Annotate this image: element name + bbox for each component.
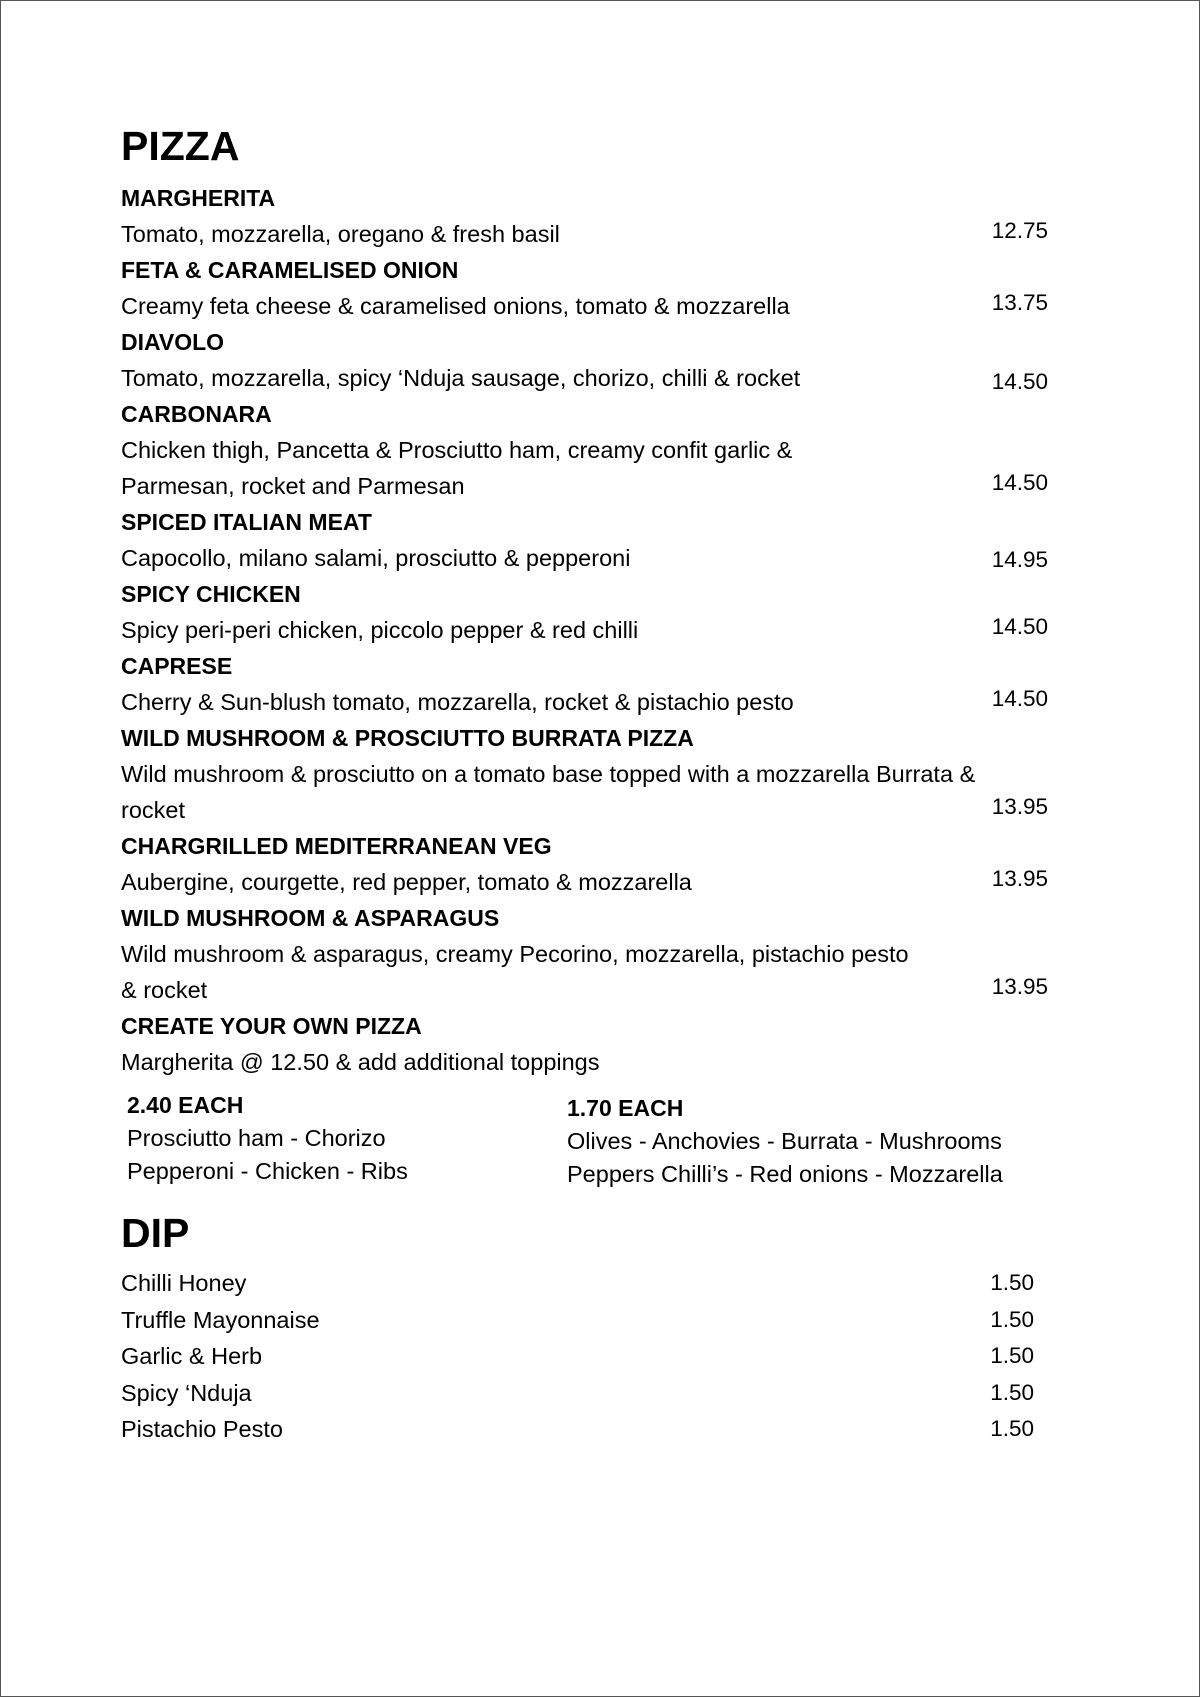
menu-item-carbonara [121, 396, 1121, 504]
item-price: 14.50 [991, 470, 1048, 495]
item-price: 14.50 [991, 369, 1048, 394]
item-desc-row [121, 864, 1121, 900]
menu-item-create-your-own [121, 1008, 1121, 1080]
menu-item-caprese [121, 648, 1121, 720]
item-name: DIAVOLO [121, 329, 225, 355]
dip-section-title: DIP [121, 1210, 190, 1256]
dip-item [121, 1265, 1121, 1302]
menu-item-chargrilled-mediterranean-veg [121, 828, 1121, 900]
toppings-group-240 [121, 1088, 567, 1191]
item-price: 12.75 [991, 218, 1048, 243]
item-name: MARGHERITA [121, 185, 276, 211]
dip-item [121, 1375, 1121, 1412]
item-desc-row [121, 288, 1121, 324]
menu-item-spicy-chicken [121, 576, 1121, 648]
item-name: SPICED ITALIAN MEAT [121, 509, 372, 535]
item-desc-row [121, 936, 1121, 1008]
dip-name: Chilli Honey [121, 1270, 247, 1296]
item-price: 14.95 [991, 547, 1048, 572]
item-description: Chicken thigh, Pancetta & Prosciutto ham, creamy confit garlic & Parmesan, rocket and Parmesan [121, 437, 793, 499]
item-desc-row [121, 432, 1121, 504]
item-desc-row [121, 216, 1121, 252]
menu-item-feta-caramelised-onion [121, 252, 1121, 324]
pizza-list [121, 180, 1121, 1080]
item-price: 14.50 [991, 614, 1048, 639]
item-name: FETA & CARAMELISED ONION [121, 257, 459, 283]
item-desc-row [121, 1044, 1121, 1080]
menu-content [121, 118, 1121, 1448]
menu-item-margherita [121, 180, 1121, 252]
dip-price: 1.50 [990, 1379, 1034, 1405]
item-price: 13.95 [991, 866, 1048, 891]
toppings-section [121, 1088, 1121, 1191]
item-description: Cherry & Sun-blush tomato, mozzarella, rocket & pistachio pesto [121, 689, 794, 715]
pizza-section-title: PIZZA [121, 123, 240, 169]
item-name: WILD MUSHROOM & ASPARAGUS [121, 905, 500, 931]
item-price: 13.95 [991, 974, 1048, 999]
item-name: CARBONARA [121, 401, 272, 427]
item-description: Tomato, mozzarella, spicy ‘Nduja sausage, chorizo, chilli & rocket [121, 365, 801, 391]
dip-name: Truffle Mayonnaise [121, 1306, 320, 1333]
item-desc-row [121, 756, 1121, 828]
item-name: CREATE YOUR OWN PIZZA [121, 1013, 422, 1039]
toppings-line: Peppers Chilli’s - Red onions - Mozzarella [567, 1161, 1003, 1187]
menu-item-spiced-italian-meat [121, 504, 1121, 576]
item-description: Wild mushroom & asparagus, creamy Pecorino, mozzarella, pistachio pesto & rocket [121, 941, 909, 1003]
item-desc-row [121, 612, 1121, 648]
toppings-group-price: 1.70 EACH [567, 1095, 684, 1121]
item-price: 13.75 [991, 290, 1048, 315]
toppings-line: Olives - Anchovies - Burrata - Mushrooms [567, 1128, 1002, 1154]
toppings-group-price: 2.40 EACH [127, 1092, 244, 1118]
dip-price: 1.50 [990, 1306, 1034, 1332]
dip-item [121, 1338, 1121, 1375]
dip-name: Garlic & Herb [121, 1343, 263, 1369]
item-desc-row [121, 684, 1121, 720]
item-desc-row [121, 360, 1121, 396]
item-description: Margherita @ 12.50 & add additional toppings [121, 1049, 600, 1075]
item-description: Creamy feta cheese & caramelised onions, tomato & mozzarella [121, 293, 790, 319]
menu-item-diavolo [121, 324, 1121, 396]
item-name: CAPRESE [121, 653, 233, 679]
menu-item-wild-mushroom-prosciutto-burrata [121, 720, 1121, 828]
dip-item [121, 1411, 1121, 1448]
dip-price: 1.50 [990, 1416, 1034, 1441]
item-desc-row [121, 540, 1121, 576]
item-description: Aubergine, courgette, red pepper, tomato & mozzarella [121, 869, 692, 895]
item-price: 14.50 [991, 686, 1048, 711]
dip-name: Spicy ‘Nduja [121, 1379, 252, 1406]
toppings-line: Pepperoni - Chicken - Ribs [127, 1158, 408, 1184]
menu-item-wild-mushroom-asparagus [121, 900, 1121, 1008]
dip-name: Pistachio Pesto [121, 1416, 283, 1442]
item-description: Tomato, mozzarella, oregano & fresh basil [121, 221, 560, 247]
item-name: SPICY CHICKEN [121, 581, 301, 607]
toppings-group-170 [567, 1091, 1047, 1191]
item-description: Wild mushroom & prosciutto on a tomato base topped with a mozzarella Burrata & rocket [121, 761, 976, 823]
dip-price: 1.50 [990, 1270, 1034, 1295]
toppings-line: Prosciutto ham - Chorizo [127, 1125, 386, 1151]
dip-list [121, 1265, 1121, 1448]
item-name: WILD MUSHROOM & PROSCIUTTO BURRATA PIZZA [121, 725, 694, 751]
item-description: Spicy peri-peri chicken, piccolo pepper & red chilli [121, 617, 639, 643]
dip-price: 1.50 [990, 1343, 1034, 1368]
item-name: CHARGRILLED MEDITERRANEAN VEG [121, 833, 552, 859]
item-description: Capocollo, milano salami, prosciutto & pepperoni [121, 545, 631, 571]
dip-item [121, 1302, 1121, 1339]
item-price: 13.95 [991, 794, 1048, 819]
